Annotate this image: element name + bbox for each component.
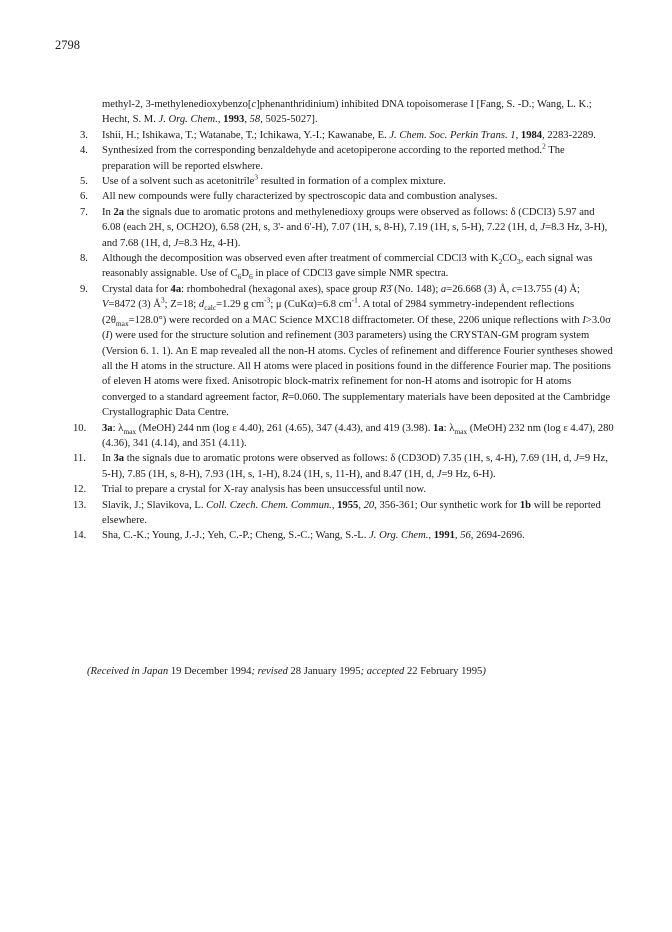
footnote-text: J bbox=[574, 453, 579, 465]
footnote bbox=[73, 451, 615, 482]
footnote-text: V bbox=[102, 299, 109, 311]
footnote-text: Trial to prepare a crystal for X-ray analysis has been unsuccessful until now. bbox=[102, 484, 426, 496]
footnote-text: J bbox=[173, 237, 179, 249]
footnote-text: =1.29 g cm bbox=[216, 299, 265, 311]
footnote-text: All new compounds were fully characterized by spectroscopic data and combustion analyses. bbox=[102, 191, 498, 203]
footnote-text: The preparation will be reported elswhere. bbox=[102, 145, 565, 172]
footnote-text: In bbox=[102, 206, 114, 218]
footnote-text: =8.3 Hz, 4-H). bbox=[178, 237, 241, 249]
footnote-text: In bbox=[102, 453, 114, 465]
footnote-text: Slavik, J.; Slavikova, L. bbox=[102, 499, 207, 511]
footnote-text: 3̄ (No. 148); bbox=[386, 283, 441, 295]
footnote bbox=[85, 97, 615, 128]
footnote-text: Sha, C.-K.; Young, J.-J.; Yeh, C.-P.; Cheng, S.-C.; Wang, S.-L. bbox=[102, 530, 370, 542]
footnote-text: (MeOH) 232 nm (log ε 4.47), 280 (4.36), 341 (4.14), and 351 (4.11). bbox=[102, 422, 614, 449]
footnote-text: max bbox=[123, 426, 137, 436]
footnote-text: 1955 bbox=[337, 499, 359, 511]
footnote-text: 4a bbox=[170, 283, 182, 295]
page-number: 2798 bbox=[55, 38, 80, 52]
footnote-text: d bbox=[198, 299, 205, 311]
footnote-text: ; μ (CuKα)=6.8 cm bbox=[270, 299, 352, 311]
footnote bbox=[73, 498, 615, 529]
footnote-text: , bbox=[515, 129, 521, 141]
footnote bbox=[80, 189, 615, 204]
footnote-text: the signals due to aromatic protons were observed as follows: δ (CD3OD) 7.35 (1H, s, 4-H), 7.69 (1H, d, bbox=[124, 453, 575, 465]
footnote bbox=[80, 205, 615, 251]
footnote-text: I bbox=[105, 330, 110, 342]
revised-label: ; revised bbox=[251, 666, 288, 677]
received-line bbox=[87, 666, 627, 677]
footnote-number: 5. bbox=[80, 176, 88, 188]
footnote-text: calc bbox=[204, 303, 217, 313]
received-suffix: ) bbox=[482, 666, 486, 677]
footnote-text: J. Org. Chem. bbox=[369, 530, 429, 542]
footnote-text: 1b bbox=[519, 499, 532, 511]
footnote-text: =0.060. The supplementary materials have been deposited at the Cambridge Crystallographic Data Centre. bbox=[102, 391, 611, 419]
footnote-number: 6. bbox=[80, 191, 88, 203]
footnote-text: ]phenanthridinium) inhibited DNA topoisomerase I [Fang, S. -D.; Wang, L. K.; Hecht, S. M. bbox=[102, 99, 592, 126]
footnote-text: =26.668 (3) Å, bbox=[446, 283, 512, 295]
footnote bbox=[73, 421, 615, 452]
footnote-text: CO bbox=[502, 253, 517, 265]
footnote-text: 2a bbox=[113, 206, 125, 218]
footnote-text: , bbox=[331, 499, 338, 511]
footnote-text: =8.3 Hz, 3-H), and 7.68 (1H, d, bbox=[102, 222, 608, 249]
received-date: 19 December 1994 bbox=[170, 666, 252, 677]
footnote-text: in place of CDCl3 gave simple NMR spectra. bbox=[252, 268, 449, 280]
footnote-text: 1984 bbox=[520, 129, 543, 141]
footnote-text: =13.755 (4) Å; bbox=[516, 283, 580, 295]
notes-list bbox=[73, 97, 615, 544]
footnote-text: , bbox=[217, 114, 224, 126]
footnote-text: =128.0°) were recorded on a MAC Science MXC18 diffractometer. Of these, 2206 unique reflections with bbox=[128, 314, 583, 326]
footnote-text: J. Chem. Soc. Perkin Trans. 1 bbox=[389, 129, 516, 141]
received-prefix: (Received in Japan bbox=[87, 666, 169, 677]
footnote-text: 3 bbox=[517, 257, 521, 267]
footnote-text: I bbox=[582, 314, 586, 326]
footnote-number: 9. bbox=[80, 283, 88, 295]
footnote-text: Although the decomposition was observed even after treatment of commercial CDCl3 with K bbox=[102, 253, 499, 265]
footnote-text: 6 bbox=[248, 272, 253, 282]
footnote-number: 11. bbox=[73, 453, 86, 465]
footnote-text: , 5025-5027]. bbox=[260, 114, 318, 126]
footnote-text: =8472 (3) Å bbox=[108, 299, 161, 311]
footnote-text: max bbox=[115, 318, 129, 328]
revised-date: 28 January 1995 bbox=[290, 666, 361, 677]
footnote bbox=[73, 482, 615, 497]
footnote-text: >3.0σ ( bbox=[102, 314, 611, 342]
footnote-text: J bbox=[436, 468, 442, 480]
footnote-text: 2 bbox=[498, 257, 503, 267]
footnote-text: 3 bbox=[160, 295, 165, 305]
footnote-text: a bbox=[440, 283, 447, 295]
footnote-text: , 2694-2696. bbox=[470, 530, 525, 542]
footnote bbox=[80, 128, 615, 143]
footnote-text: methyl-2, 3-methylenedioxybenzo[ bbox=[102, 99, 252, 110]
footnote-text: ; Z=18; bbox=[164, 299, 199, 311]
footnote-text: Synthesized from the corresponding benzaldehyde and acetopiperone according to the reported method. bbox=[102, 145, 543, 157]
footnote-text: , 2283-2289. bbox=[542, 129, 596, 141]
footnote-text: , each signal was reasonably assignable. Use of C bbox=[102, 253, 593, 280]
footnote-text: 1991 bbox=[433, 530, 455, 542]
footnote bbox=[80, 141, 615, 174]
footnote-text: 3 bbox=[254, 172, 259, 182]
footnote-text: -1 bbox=[351, 295, 358, 305]
footnote bbox=[80, 172, 615, 189]
footnote-text: D bbox=[241, 268, 249, 280]
footnote-text: 3a bbox=[113, 453, 125, 465]
footnote-text: max bbox=[454, 426, 468, 436]
footnote-number: 8. bbox=[80, 253, 88, 265]
footnote bbox=[80, 282, 615, 421]
footnote-text: : λ bbox=[112, 422, 124, 434]
footnote-text: 1993 bbox=[223, 114, 245, 126]
footnote-text: R bbox=[281, 391, 289, 403]
footnote-number: 4. bbox=[80, 145, 88, 157]
footnote-text: . A total of 2984 symmetry-independent reflections (2θ bbox=[102, 299, 575, 326]
accepted-label: ; accepted bbox=[360, 666, 405, 677]
footnote-text: : rhombohedral (hexagonal axes), space group bbox=[181, 283, 380, 295]
footnote-number: 12. bbox=[73, 484, 87, 496]
footnote-text: J bbox=[540, 222, 546, 234]
footnote-text: 6 bbox=[237, 272, 242, 282]
footnote-text: Crystal data for bbox=[102, 283, 171, 295]
footnote bbox=[73, 528, 615, 543]
footnote-text: , bbox=[358, 499, 364, 511]
footnote-text: Use of a solvent such as acetonitrile bbox=[102, 176, 255, 188]
footnote-text: Ishii, H.; Ishikawa, T.; Watanabe, T.; Ichikawa, Y.-I.; Kawanabe, E. bbox=[102, 129, 390, 141]
footnote-text: will be reported elsewhere. bbox=[102, 499, 601, 526]
footnote-text: =9 Hz, 6-H). bbox=[441, 468, 496, 480]
footnote-number: 3. bbox=[80, 129, 88, 141]
footnote-text: R bbox=[379, 283, 387, 295]
accepted-date: 22 February 1995 bbox=[407, 666, 483, 677]
footnote-text: the signals due to aromatic protons and methylenedioxy groups were observed as follows: δ (CDCl3) 5.97 and 6.08 (each 2H, s, OCH2O), 6.58 (2H, s, 3'- and 6'-H), 7.07 (1H, s, 8-H), 7.19 (1H, s, 5-H), 7.22 (1H, d, bbox=[102, 206, 595, 234]
footnote-text: 3a bbox=[102, 422, 113, 434]
footnote-text: (MeOH) 244 nm (log ε 4.40), 261 (4.65), 347 (4.43), and 419 (3.98). bbox=[136, 422, 434, 434]
footnote-number: 13. bbox=[73, 499, 87, 511]
footnote-text: , bbox=[454, 530, 461, 542]
footnote-text: ) were used for the structure solution and refinement (303 parameters) using the CRYSTAN-GM program system (Version 6. 1. 1). An E map revealed all the non-H atoms. Cycles of refinement and difference Fourier syntheses showed all the H atoms in the structure. All H atoms were placed in positions found in the difference Fourier map. The positions of eleven H atoms were fixed. Anisotropic block-matrix refinement for non-H atoms and isotropic for H atoms converged to a standard agreement factor, bbox=[102, 330, 613, 403]
footnote-text: c bbox=[511, 283, 517, 295]
footnote-text: J. Org. Chem. bbox=[158, 114, 218, 126]
footnote-number: 14. bbox=[73, 530, 87, 542]
footnote-text: =9 Hz, 5-H), 7.85 (1H, s, 8-H), 7.93 (1H, s, 1-H), 8.24 (1H, s, 11-H), and 8.47 (1H, d, bbox=[102, 453, 608, 480]
footnote-text: : λ bbox=[443, 422, 455, 434]
footnote bbox=[80, 251, 615, 282]
footnote-text: Coll. Czech. Chem. Commun. bbox=[206, 499, 332, 511]
footnote-text: c bbox=[251, 99, 257, 110]
footnote-text: resulted in formation of a complex mixture. bbox=[258, 176, 446, 188]
footnote-text: 20 bbox=[363, 499, 375, 511]
footnote-number: 10. bbox=[73, 422, 87, 434]
footnote-text: 1a bbox=[433, 422, 444, 434]
footnote-text: 58 bbox=[249, 114, 261, 126]
footnote-text: , 356-361; Our synthetic work for bbox=[374, 499, 520, 511]
footnote-text: , bbox=[428, 530, 434, 542]
footnote-number: 7. bbox=[80, 206, 88, 218]
footnote-text: -3 bbox=[264, 295, 271, 305]
footnote-text: , bbox=[244, 114, 250, 126]
footnote-text: 56 bbox=[460, 530, 471, 542]
footnote-text: 2 bbox=[542, 141, 546, 151]
